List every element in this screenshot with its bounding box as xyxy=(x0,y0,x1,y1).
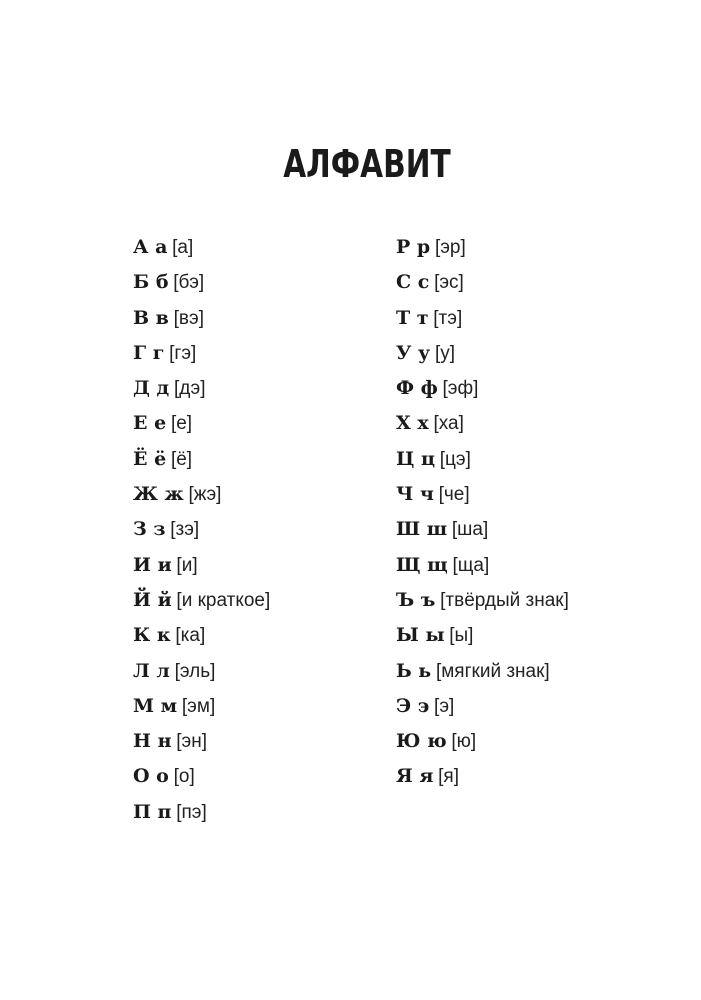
letter-pair: Ц ц xyxy=(396,447,436,470)
alphabet-entry xyxy=(133,689,270,724)
letter-name: [у] xyxy=(434,342,456,364)
letter-name: [пэ] xyxy=(176,801,207,823)
letter-name: [че] xyxy=(438,484,470,506)
alphabet-entry xyxy=(133,724,270,759)
letter-pair: Й й xyxy=(133,588,172,611)
alphabet-entry xyxy=(396,654,569,689)
letter-pair: Щ щ xyxy=(396,553,448,576)
alphabet-column-right xyxy=(396,230,569,795)
letter-pair: А а xyxy=(133,236,168,258)
alphabet-entry xyxy=(133,548,270,583)
alphabet-entry xyxy=(133,618,270,653)
alphabet-entry xyxy=(396,371,569,406)
letter-name: [ша] xyxy=(451,519,489,541)
alphabet-entry xyxy=(396,548,569,583)
letter-pair: Б б xyxy=(133,271,169,294)
alphabet-entry xyxy=(396,406,569,441)
letter-pair: Х х xyxy=(396,412,429,435)
letter-name: [твёрдый знак] xyxy=(440,589,569,611)
letter-name: [я] xyxy=(438,766,460,788)
letter-pair: Р р xyxy=(396,236,431,258)
letter-pair: Я я xyxy=(396,765,434,788)
alphabet-entry xyxy=(133,795,270,830)
letter-name: [эр] xyxy=(434,237,466,258)
letter-pair: Л л xyxy=(133,659,170,682)
letter-name: [эф] xyxy=(442,378,479,400)
letter-name: [зэ] xyxy=(170,519,200,541)
letter-pair: Н н xyxy=(133,730,172,753)
letter-name: [эм] xyxy=(181,695,216,717)
letter-pair: Ь ь xyxy=(396,659,432,682)
letter-pair: П п xyxy=(133,800,172,823)
alphabet-entry xyxy=(133,230,270,265)
letter-name: [бэ] xyxy=(173,272,205,294)
letter-name: [ща] xyxy=(452,554,490,576)
letter-name: [гэ] xyxy=(169,342,197,364)
letter-name: [а] xyxy=(172,237,194,258)
letter-pair: Е е xyxy=(133,412,167,435)
letter-name: [эн] xyxy=(176,731,207,753)
letter-pair: Ш ш xyxy=(396,518,448,541)
letter-pair: У у xyxy=(396,341,431,364)
alphabet-entry xyxy=(133,442,270,477)
letter-name: [ю] xyxy=(451,731,477,753)
letter-name: [ё] xyxy=(170,448,193,470)
alphabet-entry xyxy=(396,512,569,547)
alphabet-column-left xyxy=(133,230,270,830)
letter-name: [цэ] xyxy=(439,448,471,470)
letter-name: [и] xyxy=(176,554,198,576)
letter-name: [вэ] xyxy=(173,307,204,329)
alphabet-entry xyxy=(396,618,569,653)
letter-pair: Ё ё xyxy=(133,447,167,470)
alphabet-entry xyxy=(396,336,569,371)
letter-pair: Г г xyxy=(133,341,165,364)
alphabet-entry xyxy=(396,477,569,512)
letter-name: [е] xyxy=(170,413,193,435)
alphabet-entry xyxy=(133,583,270,618)
alphabet-entry xyxy=(133,406,270,441)
letter-name: [о] xyxy=(173,766,195,788)
letter-pair: З з xyxy=(133,518,166,541)
letter-name: [и краткое] xyxy=(176,589,271,611)
letter-name: [ы] xyxy=(449,625,474,647)
alphabet-entry xyxy=(396,689,569,724)
alphabet-entry xyxy=(133,477,270,512)
alphabet-entry xyxy=(133,654,270,689)
alphabet-entry xyxy=(396,583,569,618)
alphabet-entry xyxy=(133,371,270,406)
letter-pair: Ю ю xyxy=(396,730,447,753)
letter-pair: М м xyxy=(133,694,178,717)
alphabet-entry xyxy=(133,265,270,300)
letter-pair: Ъ ъ xyxy=(396,588,436,611)
alphabet-entry xyxy=(133,759,270,794)
letter-name: [мягкий знак] xyxy=(435,660,550,682)
letter-name: [эль] xyxy=(174,660,216,682)
letter-pair: Ч ч xyxy=(396,483,434,506)
alphabet-entry xyxy=(396,759,569,794)
alphabet-entry xyxy=(396,442,569,477)
letter-pair: Ж ж xyxy=(133,483,184,506)
letter-name: [тэ] xyxy=(433,307,463,329)
letter-pair: Д д xyxy=(133,377,170,400)
letter-pair: К к xyxy=(133,624,171,647)
letter-name: [ка] xyxy=(175,625,206,647)
alphabet-entry xyxy=(133,336,270,371)
letter-pair: И и xyxy=(133,553,172,576)
letter-pair: С с xyxy=(396,271,430,294)
letter-name: [жэ] xyxy=(188,484,222,506)
page-title: АЛФАВИТ xyxy=(283,142,451,186)
alphabet-entry xyxy=(396,265,569,300)
letter-name: [дэ] xyxy=(173,378,206,400)
alphabet-entry xyxy=(133,301,270,336)
letter-pair: Ы ы xyxy=(396,624,445,647)
letter-pair: Т т xyxy=(396,306,429,329)
alphabet-entry xyxy=(396,230,569,265)
alphabet-entry xyxy=(396,724,569,759)
letter-name: [эс] xyxy=(434,272,464,294)
letter-pair: Ф ф xyxy=(396,377,438,400)
alphabet-entry xyxy=(396,301,569,336)
letter-pair: Э э xyxy=(396,694,430,717)
letter-pair: В в xyxy=(133,306,169,329)
letter-name: [ха] xyxy=(433,413,464,435)
alphabet-entry xyxy=(133,512,270,547)
letter-name: [э] xyxy=(434,695,455,717)
letter-pair: О о xyxy=(133,765,169,788)
